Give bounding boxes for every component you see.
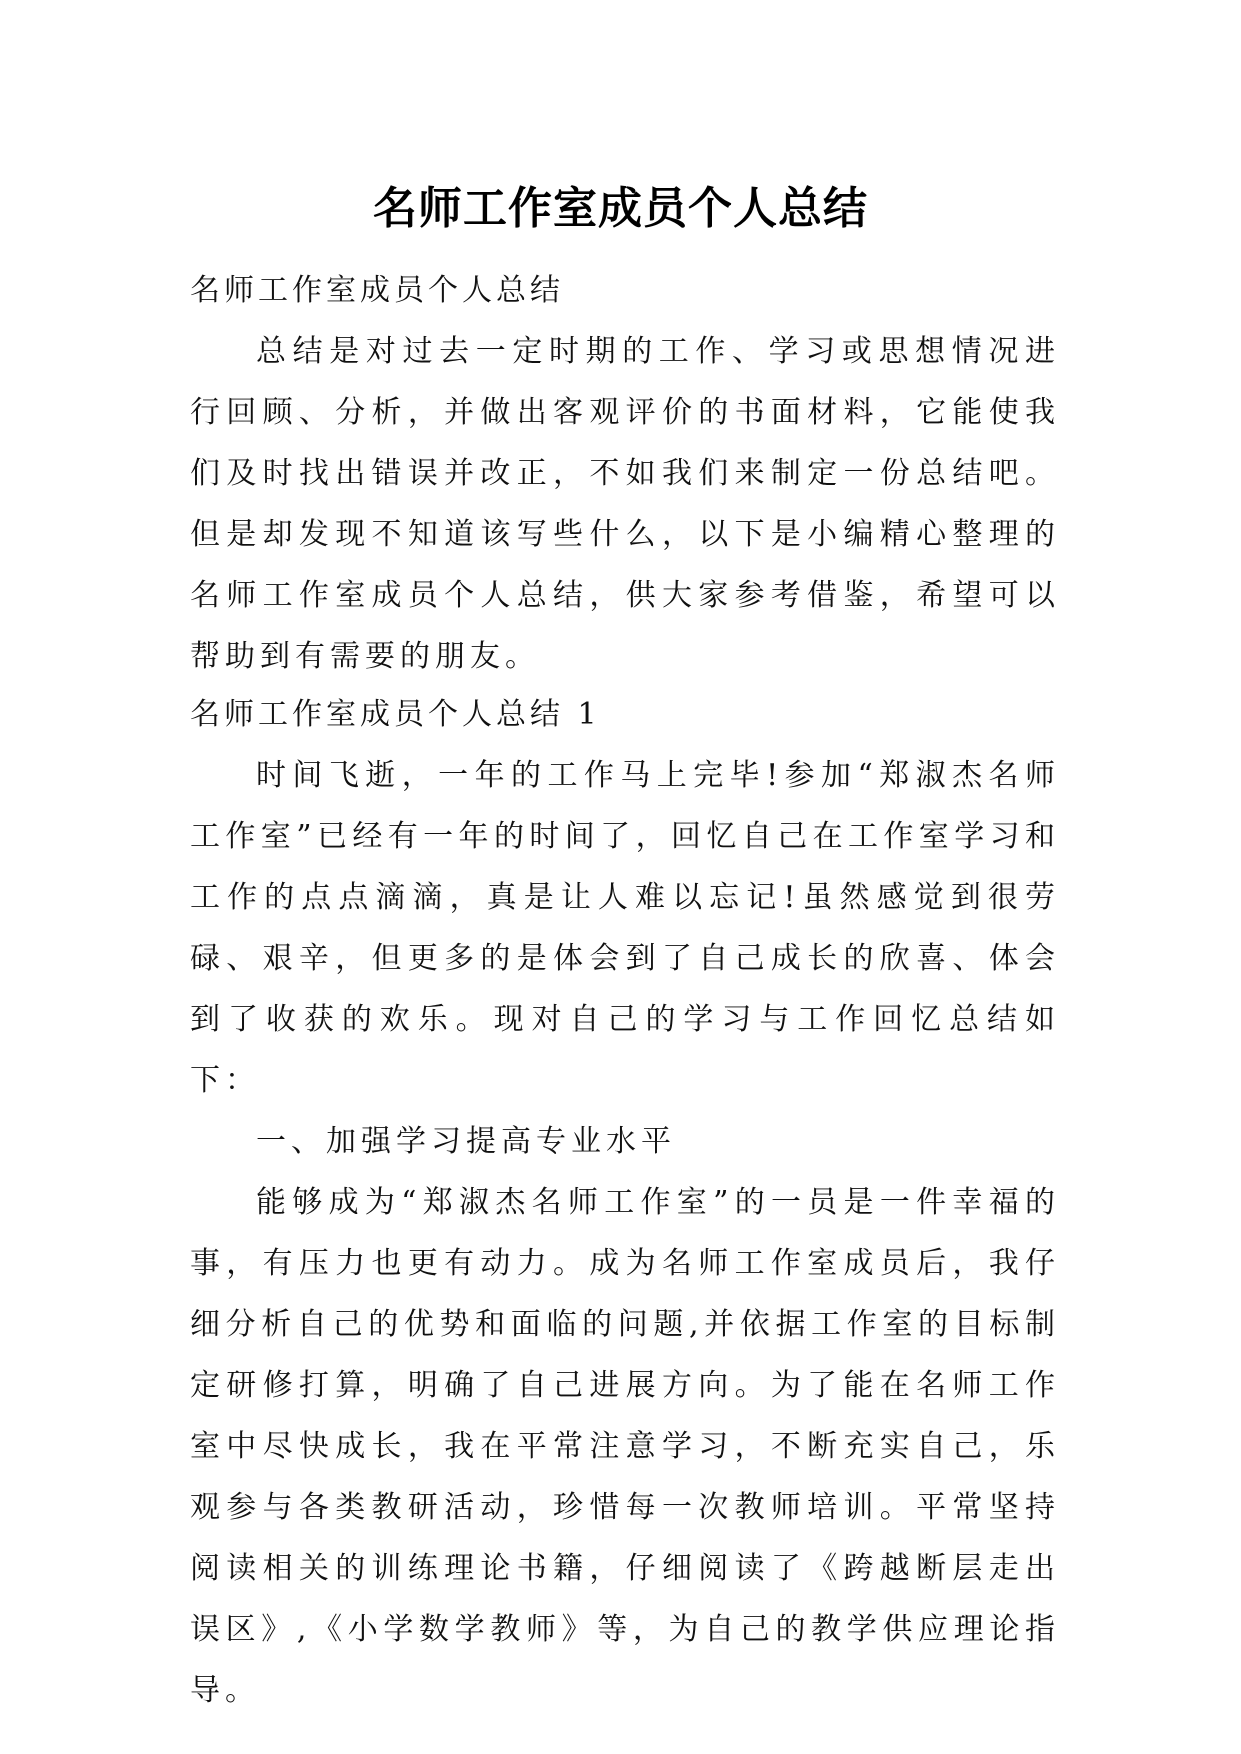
intro-heading: 名师工作室成员个人总结 [190, 273, 564, 308]
intro-section [190, 260, 1060, 687]
section-1-paragraph-2: 能够成为“郑淑杰名师工作室”的一员是一件幸福的事，有压力也更有动力。成为名师工作室成员后，我仔细分析自己的优势和面临的问题,并依据工作室的目标制定研修打算，明确了自己进展方向。为了能在名师工作室中尽快成长，我在平常注意学习，不断充实自己，乐观参与各类教研活动，珍惜每一次教师培训。平常坚持阅读相关的训练理论书籍，仔细阅读了《跨越断层走出误区》,《小学数学教师》等，为自己的教学供应理论指导。 [190, 1185, 1060, 1708]
section-1-paragraph-1: 时间飞逝，一年的工作马上完毕!参加“郑淑杰名师工作室”已经有一年的时间了，回忆自己在工作室学习和工作的点点滴滴，真是让人难以忘记!虽然感觉到很劳碌、艰辛，但更多的是体会到了自己成长的欣喜、体会到了收获的欢乐。现对自己的学习与工作回忆总结如下： [190, 758, 1060, 1098]
section-1-heading: 名师工作室成员个人总结 1 [190, 697, 601, 732]
section-1-subheading: 一、加强学习提高专业水平 [256, 1124, 676, 1159]
section-1 [190, 684, 1060, 1721]
intro-paragraph: 总结是对过去一定时期的工作、学习或思想情况进行回顾、分析，并做出客观评价的书面材料，它能使我们及时找出错误并改正，不如我们来制定一份总结吧。但是却发现不知道该写些什么，以下是小编精心整理的名师工作室成员个人总结，供大家参考借鉴，希望可以帮助到有需要的朋友。 [190, 334, 1060, 674]
document-title: 名师工作室成员个人总结 [373, 183, 868, 235]
